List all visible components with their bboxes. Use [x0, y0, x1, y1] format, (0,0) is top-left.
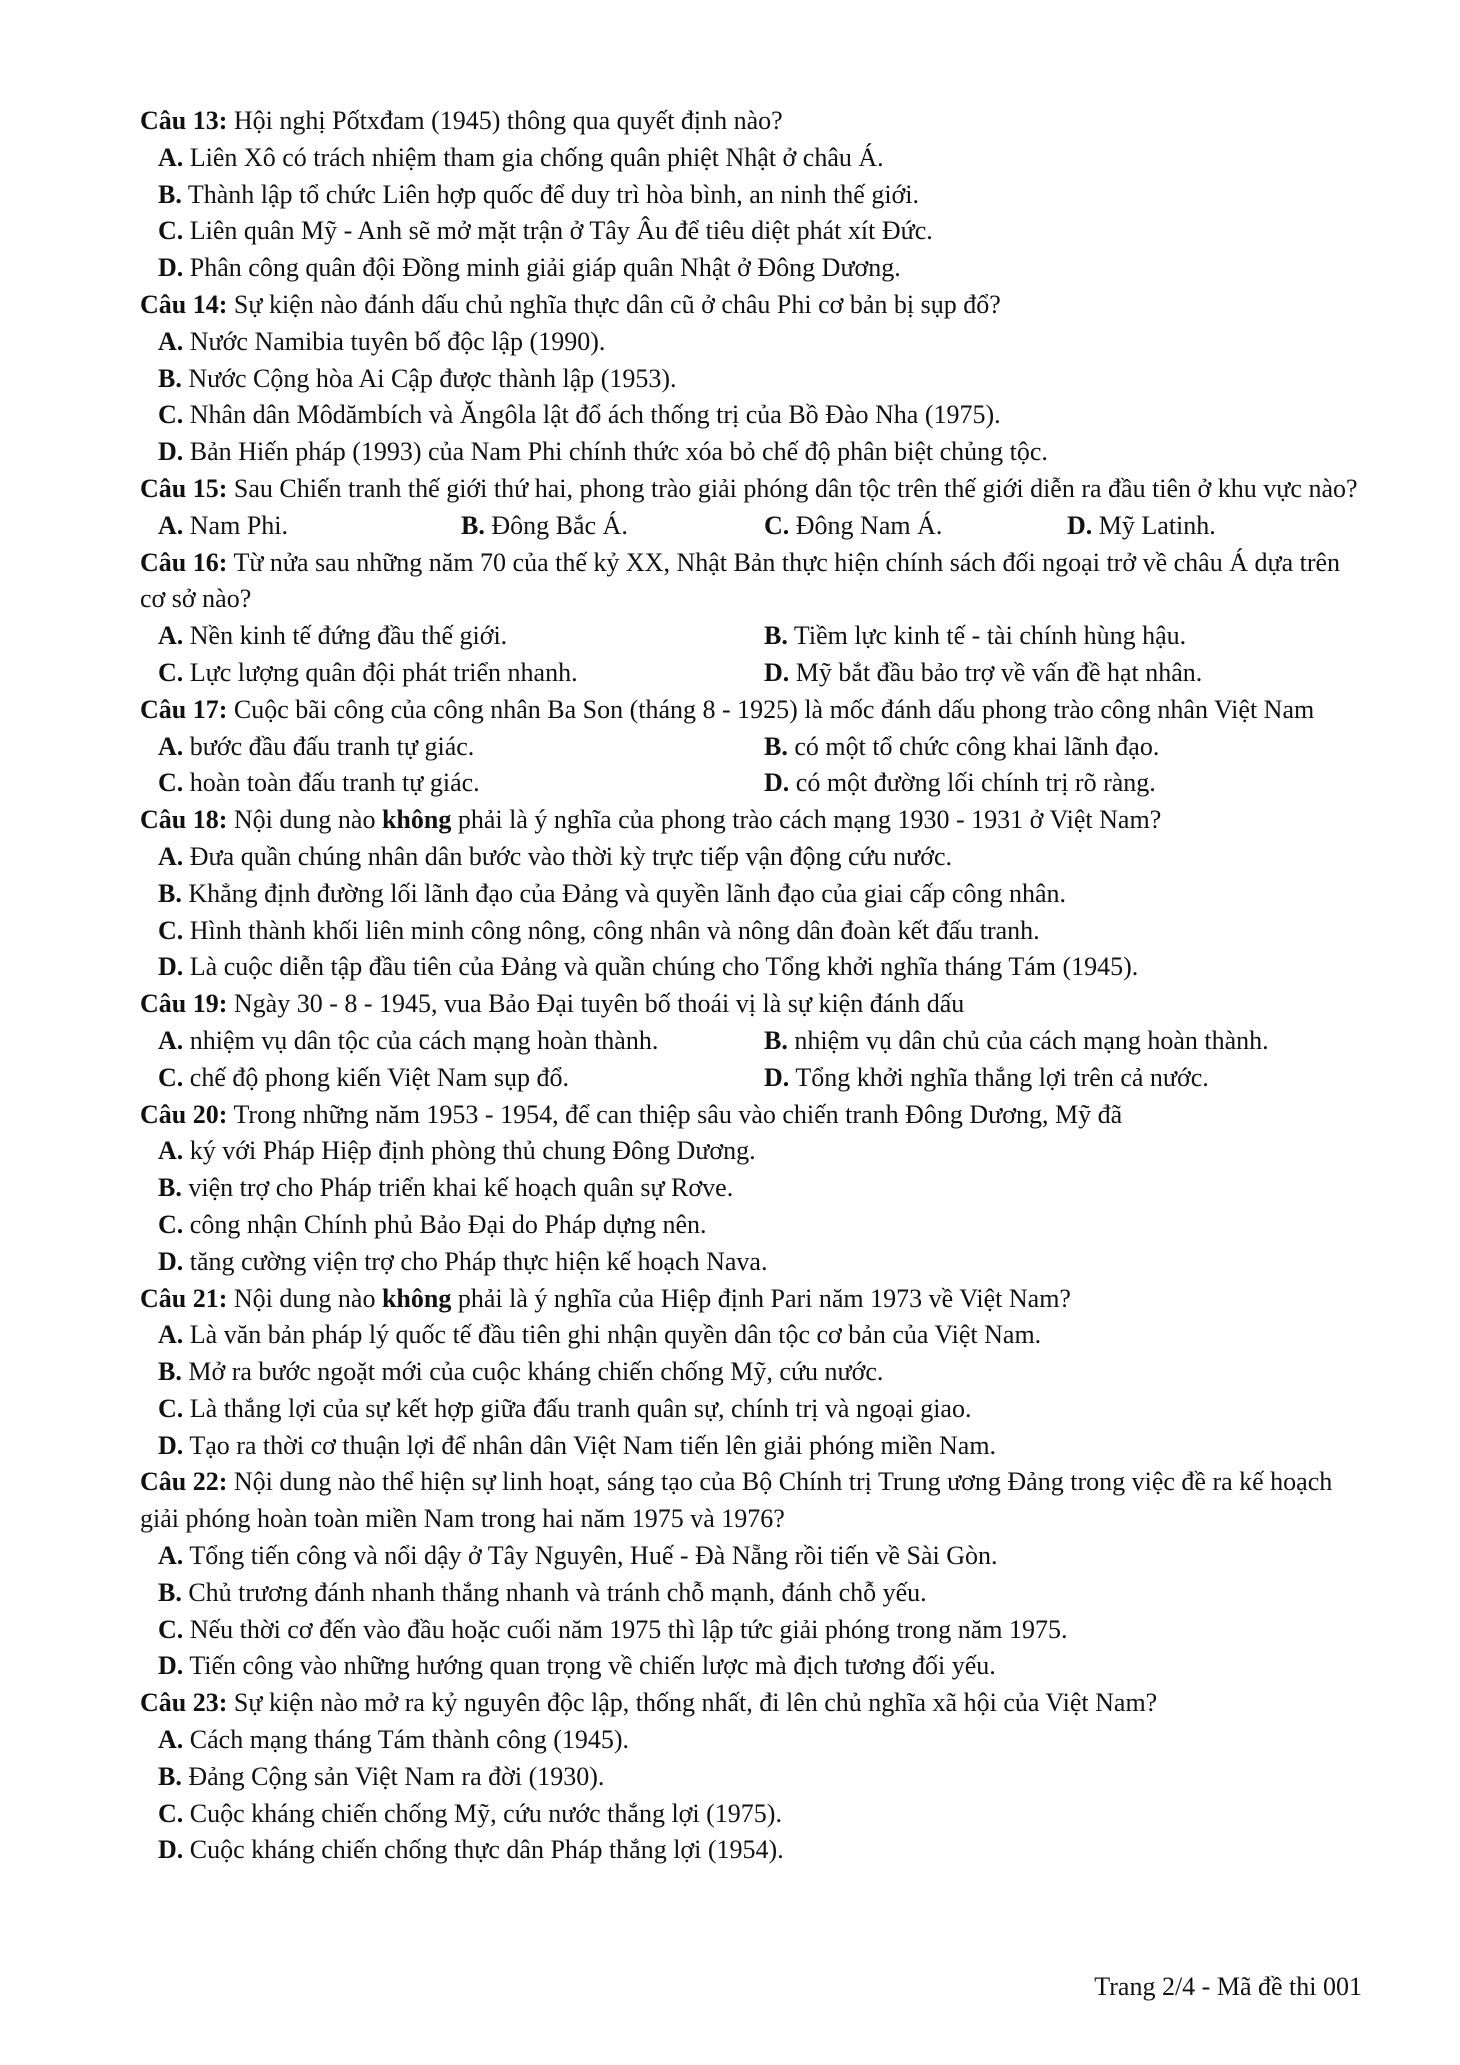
- answer-option: [158, 618, 764, 655]
- options-row: [140, 1354, 1370, 1391]
- option-text: Là văn bản pháp lý quốc tế đầu tiên ghi nhận quyền dân tộc cơ bản của Việt Nam.: [189, 1320, 1042, 1350]
- option-text: Khẳng định đường lối lãnh đạo của Đảng và quyền lãnh đạo của giai cấp công nhân.: [188, 878, 1066, 908]
- option-letter: B.: [158, 878, 182, 908]
- option-letter: C.: [158, 1614, 184, 1644]
- question-label: Câu 19:: [140, 989, 228, 1019]
- answer-option: [158, 655, 764, 692]
- option-text: Nếu thời cơ đến vào đầu hoặc cuối năm 1975 thì lập tức giải phóng trong năm 1975.: [189, 1614, 1068, 1644]
- answer-option: [158, 1391, 971, 1428]
- option-letter: A.: [158, 1725, 184, 1755]
- question-block: [140, 802, 1370, 986]
- option-letter: D.: [158, 1651, 184, 1681]
- answer-option: [158, 1538, 998, 1575]
- question-keyword: không: [381, 805, 452, 835]
- options-row: [140, 1648, 1370, 1685]
- option-text: Là thắng lợi của sự kết hợp giữa đấu tranh quân sự, chính trị và ngoại giao.: [189, 1393, 972, 1423]
- question-stem: [140, 545, 1370, 619]
- option-text: tăng cường viện trợ cho Pháp thực hiện kế hoạch Nava.: [189, 1246, 768, 1276]
- option-text: Thành lập tổ chức Liên hợp quốc để duy trì hòa bình, an ninh thế giới.: [187, 179, 920, 209]
- question-stem: [140, 1097, 1370, 1134]
- option-text: Cuộc kháng chiến chống Mỹ, cứu nước thắng lợi (1975).: [189, 1798, 782, 1828]
- option-text: Tạo ra thời cơ thuận lợi để nhân dân Việt Nam tiến lên giải phóng miền Nam.: [189, 1430, 997, 1460]
- question-text: Ngày 30 - 8 - 1945, vua Bảo Đại tuyên bố thoái vị là sự kiện đánh dấu: [233, 989, 965, 1019]
- option-letter: B.: [158, 363, 182, 393]
- answer-option: [764, 1060, 1370, 1097]
- option-text: công nhận Chính phủ Bảo Đại do Pháp dựng nên.: [189, 1209, 707, 1239]
- question-block: [140, 471, 1370, 545]
- option-text: Đưa quần chúng nhân dân bước vào thời kỳ trực tiếp vận động cứu nước.: [189, 841, 953, 871]
- answer-option: [158, 1023, 764, 1060]
- option-text: Lực lượng quân đội phát triển nhanh.: [189, 657, 578, 687]
- answer-option: [158, 729, 764, 766]
- answer-option: [158, 508, 461, 545]
- option-text: Nam Phi.: [189, 510, 289, 540]
- option-text: nhiệm vụ dân tộc của cách mạng hoàn thành.: [189, 1025, 659, 1055]
- answer-option: [158, 949, 1138, 986]
- option-text: Phân công quân đội Đồng minh giải giáp quân Nhật ở Đông Dương.: [189, 253, 901, 283]
- options-row: [140, 1722, 1370, 1759]
- options-row: [140, 361, 1370, 398]
- question-label: Câu 21:: [140, 1283, 228, 1313]
- question-text: phải là ý nghĩa của Hiệp định Pari năm 1973 về Việt Nam?: [451, 1283, 1071, 1313]
- option-letter: B.: [158, 1357, 182, 1387]
- option-letter: B.: [461, 510, 485, 540]
- option-text: có một đường lối chính trị rõ ràng.: [795, 768, 1156, 798]
- option-letter: B.: [764, 1025, 788, 1055]
- answer-option: [764, 618, 1370, 655]
- question-stem: [140, 692, 1370, 729]
- option-text: Là cuộc diễn tập đầu tiên của Đảng và quần chúng cho Tổng khởi nghĩa tháng Tám (1945).: [189, 952, 1139, 982]
- options-row: [140, 1575, 1370, 1612]
- answer-option: [158, 1796, 782, 1833]
- options-row: [140, 1832, 1370, 1869]
- question-text: Cuộc bãi công của công nhân Ba Son (tháng 8 - 1925) là mốc đánh dấu phong trào công nhân Việt Nam: [233, 694, 1315, 724]
- page-footer: Trang 2/4 - Mã đề thi 001: [1094, 1972, 1362, 2001]
- question-label: Câu 16:: [140, 547, 228, 577]
- option-letter: A.: [158, 841, 184, 871]
- question-block: [140, 545, 1370, 692]
- option-letter: A.: [158, 621, 184, 651]
- answer-option: [158, 1170, 733, 1207]
- option-text: ký với Pháp Hiệp định phòng thủ chung Đông Dương.: [189, 1136, 756, 1166]
- question-label: Câu 23:: [140, 1688, 228, 1718]
- answer-option: [158, 434, 1048, 471]
- options-row: [140, 765, 1370, 802]
- option-text: Nền kinh tế đứng đầu thế giới.: [189, 621, 508, 651]
- options-row: [140, 1796, 1370, 1833]
- option-letter: A.: [158, 142, 184, 172]
- answer-option: [764, 508, 1067, 545]
- option-text: Nhân dân Môdămbích và Ăngôla lật đổ ách thống trị của Bồ Đào Nha (1975).: [189, 400, 1001, 430]
- option-letter: A.: [158, 1025, 184, 1055]
- answer-option: [764, 1023, 1370, 1060]
- option-letter: D.: [764, 768, 790, 798]
- answer-option: [158, 324, 605, 361]
- question-text: Trong những năm 1953 - 1954, để can thiệp sâu vào chiến tranh Đông Dương, Mỹ đã: [233, 1099, 1123, 1129]
- options-row: [140, 839, 1370, 876]
- options-row: [140, 1391, 1370, 1428]
- option-text: chế độ phong kiến Việt Nam sụp đổ.: [189, 1062, 570, 1092]
- question-label: Câu 15:: [140, 473, 228, 503]
- option-letter: B.: [158, 1761, 182, 1791]
- options-row: [140, 655, 1370, 692]
- answer-option: [158, 1428, 996, 1465]
- options-row: [140, 1244, 1370, 1281]
- option-text: Đảng Cộng sản Việt Nam ra đời (1930).: [188, 1761, 605, 1791]
- question-text: Nội dung nào: [233, 805, 382, 835]
- option-letter: A.: [158, 326, 184, 356]
- options-row: [140, 250, 1370, 287]
- option-text: Đông Nam Á.: [795, 510, 943, 540]
- options-row: [140, 434, 1370, 471]
- answer-option: [764, 655, 1370, 692]
- options-row: [140, 1317, 1370, 1354]
- option-letter: C.: [764, 510, 790, 540]
- option-text: Tiến công vào những hướng quan trọng về chiến lược mà địch tương đối yếu.: [189, 1651, 996, 1681]
- question-text: Sự kiện nào đánh dấu chủ nghĩa thực dân cũ ở châu Phi cơ bản bị sụp đổ?: [233, 289, 1001, 319]
- question-block: [140, 1464, 1370, 1685]
- answer-option: [158, 913, 1040, 950]
- answer-option: [158, 1133, 756, 1170]
- question-block: [140, 692, 1370, 802]
- options-row: [140, 177, 1370, 214]
- answer-option: [158, 876, 1066, 913]
- answer-option: [764, 729, 1370, 766]
- option-letter: A.: [158, 1541, 184, 1571]
- options-row: [140, 1060, 1370, 1097]
- question-stem: [140, 1464, 1370, 1538]
- question-label: Câu 17:: [140, 694, 228, 724]
- answer-option: [158, 1060, 764, 1097]
- options-row: [140, 1023, 1370, 1060]
- question-block: [140, 287, 1370, 471]
- option-text: Nước Namibia tuyên bố độc lập (1990).: [189, 326, 606, 356]
- options-row: [140, 397, 1370, 434]
- answer-option: [158, 1244, 767, 1281]
- answer-option: [158, 140, 884, 177]
- options-row: [140, 1428, 1370, 1465]
- option-letter: C.: [158, 657, 184, 687]
- options-row: [140, 913, 1370, 950]
- question-stem: [140, 802, 1370, 839]
- option-text: có một tổ chức công khai lãnh đạo.: [794, 731, 1160, 761]
- exam-page: [140, 103, 1370, 1869]
- question-block: [140, 1097, 1370, 1281]
- question-label: Câu 22:: [140, 1467, 228, 1497]
- question-stem: [140, 471, 1370, 508]
- option-letter: D.: [158, 1246, 184, 1276]
- question-text: Nội dung nào: [233, 1283, 382, 1313]
- options-row: [140, 1538, 1370, 1575]
- option-letter: D.: [158, 952, 184, 982]
- answer-option: [158, 1207, 706, 1244]
- option-letter: A.: [158, 731, 184, 761]
- question-label: Câu 18:: [140, 805, 228, 835]
- question-stem: [140, 103, 1370, 140]
- answer-option: [158, 1575, 927, 1612]
- option-letter: D.: [158, 1430, 184, 1460]
- question-label: Câu 20:: [140, 1099, 228, 1129]
- option-text: Chủ trương đánh nhanh thắng nhanh và tránh chỗ mạnh, đánh chỗ yếu.: [188, 1577, 927, 1607]
- question-keyword: không: [381, 1283, 452, 1313]
- answer-option: [158, 1648, 996, 1685]
- answer-option: [764, 765, 1370, 802]
- option-text: Tổng khởi nghĩa thắng lợi trên cả nước.: [795, 1062, 1209, 1092]
- option-letter: C.: [158, 915, 184, 945]
- option-letter: B.: [158, 1173, 182, 1203]
- options-row: [140, 1207, 1370, 1244]
- answer-option: [158, 1832, 784, 1869]
- question-stem: [140, 1685, 1370, 1722]
- option-letter: D.: [764, 657, 790, 687]
- answer-option: [1067, 508, 1370, 545]
- answer-option: [158, 361, 677, 398]
- option-letter: D.: [158, 1835, 184, 1865]
- question-text: phải là ý nghĩa của phong trào cách mạng 1930 - 1931 ở Việt Nam?: [451, 805, 1162, 835]
- option-letter: D.: [1067, 510, 1093, 540]
- options-row: [140, 876, 1370, 913]
- answer-option: [158, 397, 1001, 434]
- option-letter: D.: [158, 253, 184, 283]
- option-letter: B.: [764, 731, 788, 761]
- option-letter: B.: [158, 179, 182, 209]
- answer-option: [158, 1612, 1068, 1649]
- option-text: Cuộc kháng chiến chống thực dân Pháp thắng lợi (1954).: [189, 1835, 784, 1865]
- question-text: Nội dung nào thể hiện sự linh hoạt, sáng tạo của Bộ Chính trị Trung ương Đảng trong việc đề ra kế hoạch giải phóng hoàn toàn miền Nam trong hai năm 1975 và 1976?: [140, 1467, 1333, 1534]
- option-text: nhiệm vụ dân chủ của cách mạng hoàn thành.: [794, 1025, 1269, 1055]
- question-text: Từ nửa sau những năm 70 của thế kỷ XX, Nhật Bản thực hiện chính sách đối ngoại trở về châu Á dựa trên cơ sở nào?: [140, 547, 1341, 614]
- option-letter: C.: [158, 400, 184, 430]
- answer-option: [158, 1317, 1041, 1354]
- options-row: [140, 213, 1370, 250]
- option-text: Liên Xô có trách nhiệm tham gia chống quân phiệt Nhật ở châu Á.: [189, 142, 884, 172]
- answer-option: [158, 1722, 629, 1759]
- option-letter: A.: [158, 510, 184, 540]
- option-letter: D.: [158, 437, 184, 467]
- options-row: [140, 618, 1370, 655]
- question-block: [140, 1685, 1370, 1869]
- option-text: Nước Cộng hòa Ai Cập được thành lập (1953).: [188, 363, 677, 393]
- question-block: [140, 103, 1370, 287]
- option-text: Mở ra bước ngoặt mới của cuộc kháng chiến chống Mỹ, cứu nước.: [188, 1357, 884, 1387]
- option-text: Liên quân Mỹ - Anh sẽ mở mặt trận ở Tây Âu để tiêu diệt phát xít Đức.: [189, 216, 933, 246]
- option-text: viện trợ cho Pháp triển khai kế hoạch quân sự Rơve.: [188, 1173, 734, 1203]
- answer-option: [158, 250, 901, 287]
- option-letter: C.: [158, 1062, 184, 1092]
- question-stem: [140, 986, 1370, 1023]
- option-letter: A.: [158, 1136, 184, 1166]
- answer-option: [158, 765, 764, 802]
- options-row: [140, 324, 1370, 361]
- option-letter: C.: [158, 1393, 184, 1423]
- answer-option: [158, 1759, 604, 1796]
- question-block: [140, 986, 1370, 1096]
- option-letter: B.: [158, 1577, 182, 1607]
- option-text: Tiềm lực kinh tế - tài chính hùng hậu.: [793, 621, 1187, 651]
- question-stem: [140, 1281, 1370, 1318]
- question-label: Câu 14:: [140, 289, 228, 319]
- options-row: [140, 1612, 1370, 1649]
- options-row: [140, 1170, 1370, 1207]
- option-letter: C.: [158, 216, 184, 246]
- option-text: bước đầu đấu tranh tự giác.: [189, 731, 475, 761]
- answer-option: [158, 213, 933, 250]
- question-stem: [140, 287, 1370, 324]
- options-row: [140, 949, 1370, 986]
- question-text: Hội nghị Pốtxđam (1945) thông qua quyết định nào?: [233, 106, 783, 135]
- option-text: Tổng tiến công và nổi dậy ở Tây Nguyên, Huế - Đà Nẵng rồi tiến về Sài Gòn.: [189, 1541, 998, 1571]
- option-text: Hình thành khối liên minh công nông, công nhân và nông dân đoàn kết đấu tranh.: [189, 915, 1040, 945]
- option-letter: D.: [764, 1062, 790, 1092]
- options-row: [140, 140, 1370, 177]
- options-row: [140, 1759, 1370, 1796]
- options-row: [140, 1133, 1370, 1170]
- answer-option: [461, 508, 764, 545]
- question-text: Sau Chiến tranh thế giới thứ hai, phong trào giải phóng dân tộc trên thế giới diễn ra đầu tiên ở khu vực nào?: [233, 473, 1358, 503]
- option-text: hoàn toàn đấu tranh tự giác.: [189, 768, 480, 798]
- answer-option: [158, 1354, 883, 1391]
- option-letter: C.: [158, 1209, 184, 1239]
- option-text: Mỹ bắt đầu bảo trợ về vấn đề hạt nhân.: [795, 657, 1203, 687]
- question-text: Sự kiện nào mở ra kỷ nguyên độc lập, thống nhất, đi lên chủ nghĩa xã hội của Việt Nam?: [233, 1688, 1158, 1718]
- option-text: Bản Hiến pháp (1993) của Nam Phi chính thức xóa bỏ chế độ phân biệt chủng tộc.: [189, 437, 1048, 467]
- options-row: [140, 508, 1370, 545]
- option-text: Mỹ Latinh.: [1098, 510, 1216, 540]
- option-letter: C.: [158, 1798, 184, 1828]
- answer-option: [158, 839, 952, 876]
- option-text: Cách mạng tháng Tám thành công (1945).: [189, 1725, 630, 1755]
- option-letter: B.: [764, 621, 788, 651]
- question-label: Câu 13:: [140, 106, 228, 135]
- question-block: [140, 1281, 1370, 1465]
- option-letter: C.: [158, 768, 184, 798]
- answer-option: [158, 177, 919, 214]
- options-row: [140, 729, 1370, 766]
- option-text: Đông Bắc Á.: [491, 510, 628, 540]
- option-letter: A.: [158, 1320, 184, 1350]
